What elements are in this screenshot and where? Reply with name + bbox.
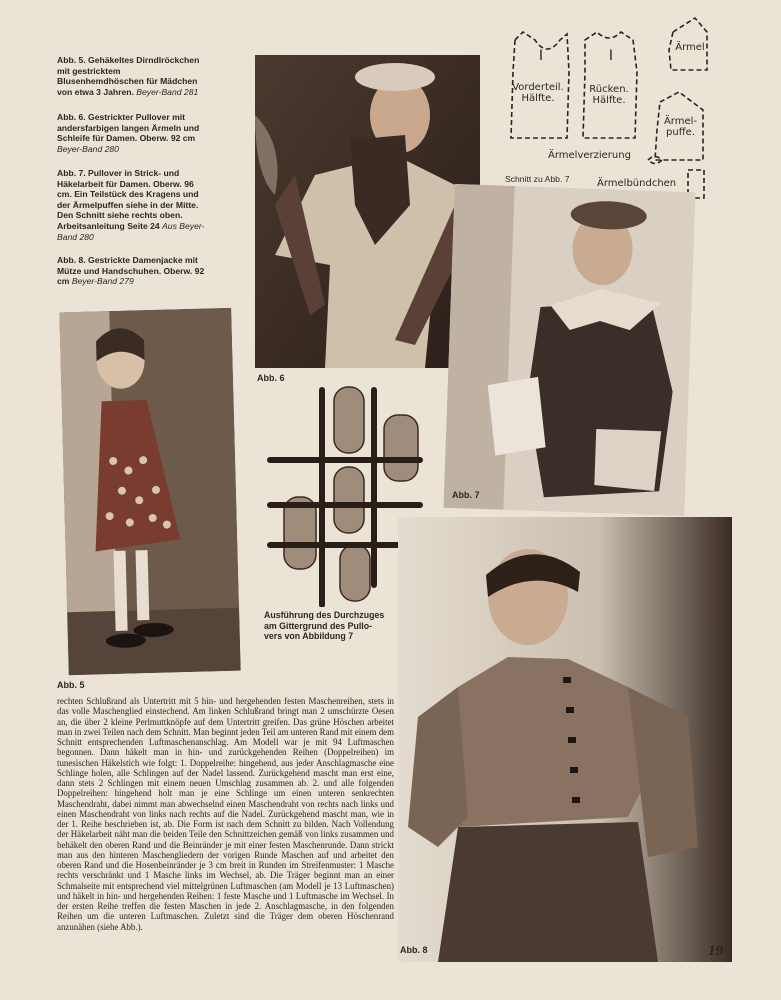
label-abb5: Abb. 5: [57, 680, 85, 690]
photo-abb5: [59, 308, 240, 675]
label-abb6: Abb. 6: [257, 373, 285, 383]
caption-abb5: Abb. 5. Gehäkeltes Dirndlröckchen mit gestricktem Blusenhemdhöschen für Mädchen von etwa 3 Jahren. Beyer-Band 281: [57, 55, 200, 97]
photo-abb8: [398, 517, 732, 962]
body-text: rechten Schlußrand als Untertritt mit 5 hin- und hergehenden festen Maschenreihen, stets in das volle Maschenglied einstechend. Am linken Schlußrand bringt man 2 umschürzte Oesen an, die über 2 kleine Perlmuttknöpfe auf dem Untertritt greifen. Das grüne Höschen arbeitet man in zwei Teilen nach dem Schnitt. Man beginnt jeden Teil am unteren Rand mit einem dem Schnitt entsprechenden Luftmaschenanschlag. Am Modell war je mit 94 Luftmaschen begonnen. Dann häkelt man in hin- und zurückgehenden Reihen (Doppelreihen) im tunesischen Häkelstich wie folgt: 1. Doppelreihe: hingehend, aus jeder Anschlagmasche eine Schlinge holen, alle Schlingen auf der Nadel lassend. Zurückgehend mascht man erst eine, dann stets 2 Schlingen mit einem neuen Umschlag zusammen ab. 2. und alle folgenden Doppelreihen: hingehend holt man je eine Schlinge um einen unteren senkrechten Maschendraht, dabei nimmt man abwechselnd einen Maschendraht von rechts nach links und einen Maschendraht von links nach rechts auf die Nadel. Zurückgehend mascht man, wie in der 1. Reihe beschrieben ist, ab. Die Form ist nach dem Schnitt zu bilden. Nach Vollendung der Häkelarbeit näht man die beiden Teile den Schnittzeichen gemäß von links zusammen und behäkelt den oberen Rand und die Beinränder je mit einer festen Maschenrunde. Dann strickt man aus den hinteren Maschengliedern der vorigen Runde Maschen auf und arbeitet den oberen Rand und die Hosenbeinränder je 3 cm breit in Runden im Streifenmuster: 1 Masche rechts verschränkt und 1 Masche links im Wechsel, ab. Die Träger beginnt man an einer Schmalseite mit entsprechend viel mittelgrünen Luftmaschen (am Modell je 13 Luftmaschen) und häkelt in hin- und hergehenden Reihen: 1 feste Masche und 1 Luftmasche im Wechsel. In der ersten Reihe treffen die festen Maschen in jede 2. Anschlagmasche, in den folgenden Reihen um die unteren Luftmaschen. Zuletzt sind die Träger dem oberen Höschenrand anzunähen (siehe Abb.).: [57, 696, 394, 932]
label-abb7: Abb. 7: [452, 490, 480, 500]
page-number: 19: [708, 943, 723, 959]
pattern-puff-label: Ärmel- puffe.: [663, 116, 698, 138]
pattern-back-label: Rücken. Hälfte.: [589, 84, 629, 106]
caption-abb7: Abb. 7. Pullover in Strick- und Häkelarbeit für Damen. Oberw. 96 cm. Ein Teilstück des Kragens und der Ärmelpuffen siehe in der Mitte. Den Schnitt siehe rechts oben. Arbeitsanleitung Seite 24 Aus Beyer-Band 280: [57, 168, 205, 242]
caption-abb6: Abb. 6. Gestrickter Pullover mit andersfarbigen langen Ärmeln und Schleife für Damen. Oberw. 92 cm Beyer-Band 280: [57, 112, 200, 154]
pattern-mark-front: I: [538, 48, 544, 64]
label-abb8: Abb. 8: [400, 945, 428, 955]
pattern-mark-back: I: [608, 48, 614, 64]
caption-abb8: Abb. 8. Gestrickte Damenjacke mit Mütze und Handschuhen. Oberw. 92 cm Beyer-Band 279: [57, 255, 205, 287]
detail-caption: Ausführung des Durchzuges am Gittergrund des Pullo- vers von Abbildung 7: [264, 610, 385, 642]
pattern-front-label: Vorderteil. Hälfte.: [512, 82, 564, 104]
pattern-schnitt-label: Schnitt zu Abb. 7: [505, 174, 570, 184]
photo-abb6: [255, 55, 480, 368]
photo-abb7: [443, 184, 695, 516]
pattern-sleeve-label: Ärmel: [675, 42, 705, 53]
pattern-cuff-label: Ärmelbündchen: [597, 178, 677, 189]
pattern-decoration-label: Ärmelverzierung: [548, 150, 631, 161]
